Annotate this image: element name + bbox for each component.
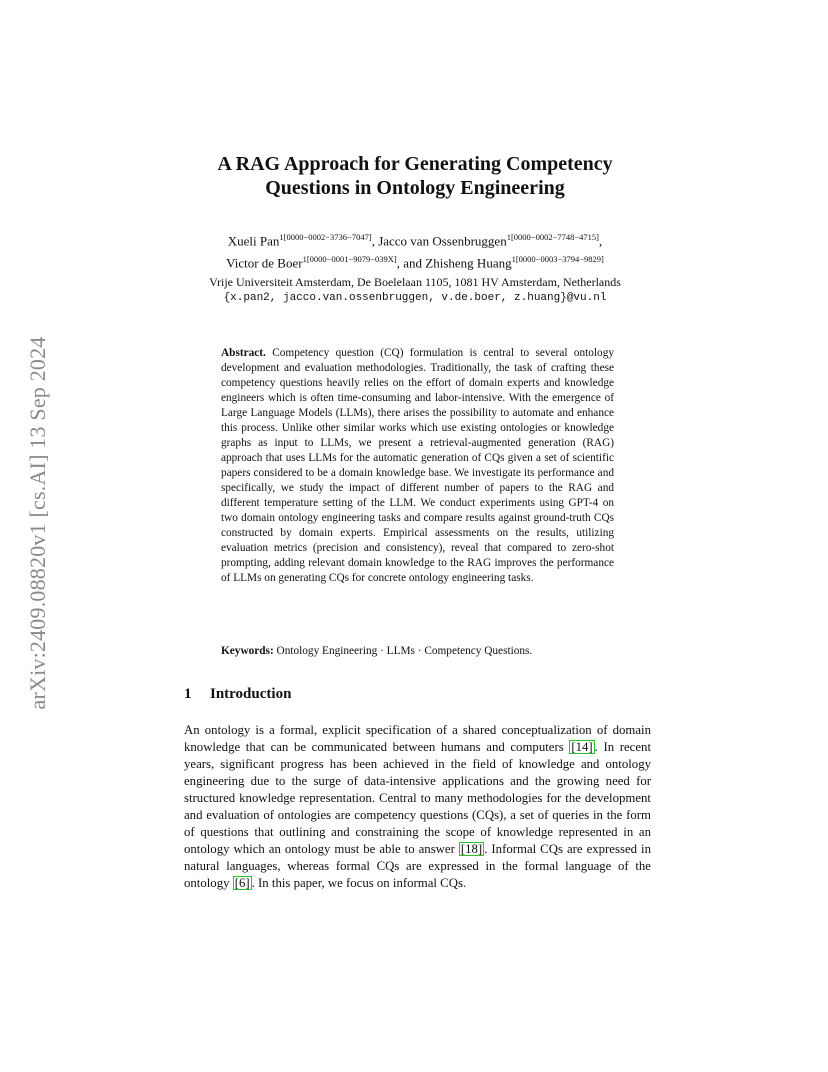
paragraph-text: . In recent years, significant progress has been achieved in the field of knowledge and ontology engineering due to the surge of data-intensive applications and the growing need for structured knowledge representation. Central to many methodologies for the development and evaluation of ontologies are competency questions (CQs), a set of queries in the form of questions that outlining and constraining the scope of knowledge represented in an ontology which an ontology must be able to answer <box>184 740 651 856</box>
keywords-label: Keywords: <box>221 645 274 657</box>
section-number: 1 <box>184 686 192 702</box>
author-orcid: 1[0000−0003−3794−9829] <box>511 254 604 265</box>
title-line-2: Questions in Ontology Engineering <box>265 177 565 199</box>
arxiv-identifier-text: arXiv:2409.08820v1 [cs.AI] 13 Sep 2024 <box>25 336 50 709</box>
section-heading <box>184 686 291 703</box>
abstract-label: Abstract. <box>221 347 266 359</box>
abstract-text: Competency question (CQ) formulation is central to several ontology development and evaluation methodologies. Traditionally, the task of crafting these competency questions heavily relies on the effort of domain experts and knowledge engineers which is often time-consuming and labor-intensive. With the emergence of Large Language Models (LLMs), there arises the possibility to automate and enhance this process. Unlike other similar works which use existing ontologies or knowledge graphs as input to LLMs, we present a retrieval-augmented generation (RAG) approach that uses LLMs for the automatic generation of CQs given a set of scientific papers considered to be a domain knowledge base. We investigate its performance and specifically, we study the impact of different number of papers to the RAG and different temperature setting of the LLM. We conduct experiments using GPT-4 on two domain ontology engineering tasks and compare results against ground-truth CQs constructed by domain experts. Empirical assessments on the results, utilizing evaluation metrics (precision and consistency), reveal that compared to zero-shot prompting, adding relevant domain knowledge to the RAG improves the performance of LLMs on generating CQs for concrete ontology engineering tasks. <box>221 347 615 584</box>
citation-link[interactable]: [6] <box>234 876 250 890</box>
citation-link[interactable]: [14] <box>571 740 593 754</box>
author-name: Jacco van Ossenbruggen <box>378 233 507 249</box>
author-orcid: 1[0000−0002−7748−4715] <box>506 232 599 242</box>
author-line-2 <box>150 250 680 272</box>
author-separator: , <box>599 233 603 249</box>
title-line-1: A RAG Approach for Generating Competency <box>217 153 613 175</box>
author-name: Zhisheng Huang <box>425 255 512 271</box>
citation-link[interactable]: [18] <box>460 842 483 856</box>
introduction-paragraph <box>184 722 651 892</box>
affiliation: Vrije Universiteit Amsterdam, De Boelelaan 1105, 1081 HV Amsterdam, Netherlands <box>209 275 621 289</box>
author-orcid: 1[0000−0002−3736−7047] <box>279 232 372 242</box>
paragraph-text: . In this paper, we focus on informal CQs. <box>251 876 467 890</box>
author-name: Victor de Boer <box>226 255 303 271</box>
arxiv-identifier <box>18 265 58 780</box>
abstract <box>221 346 614 586</box>
author-line-1 <box>150 228 680 250</box>
author-separator: , <box>371 233 379 249</box>
paragraph-text: An ontology is a formal, explicit specification of a shared conceptualization of domain knowledge that can be communicated between humans and computers <box>184 723 651 754</box>
keywords <box>221 644 621 659</box>
author-orcid: 1[0000−0001−9079−039X] <box>302 254 397 265</box>
section-title: Introduction <box>210 686 292 702</box>
author-list <box>150 228 680 273</box>
paragraph-text: . Informal CQs are expressed in natural languages, whereas formal CQs are expressed in the formal language of the ontology <box>184 842 651 890</box>
author-separator: , and <box>396 255 426 271</box>
paper-title <box>150 152 680 200</box>
author-name: Xueli Pan <box>227 233 280 249</box>
keywords-text: Ontology Engineering · LLMs · Competency Questions. <box>276 645 533 657</box>
author-emails: {x.pan2, jacco.van.ossenbruggen, v.de.boer, z.huang}@vu.nl <box>223 292 607 304</box>
